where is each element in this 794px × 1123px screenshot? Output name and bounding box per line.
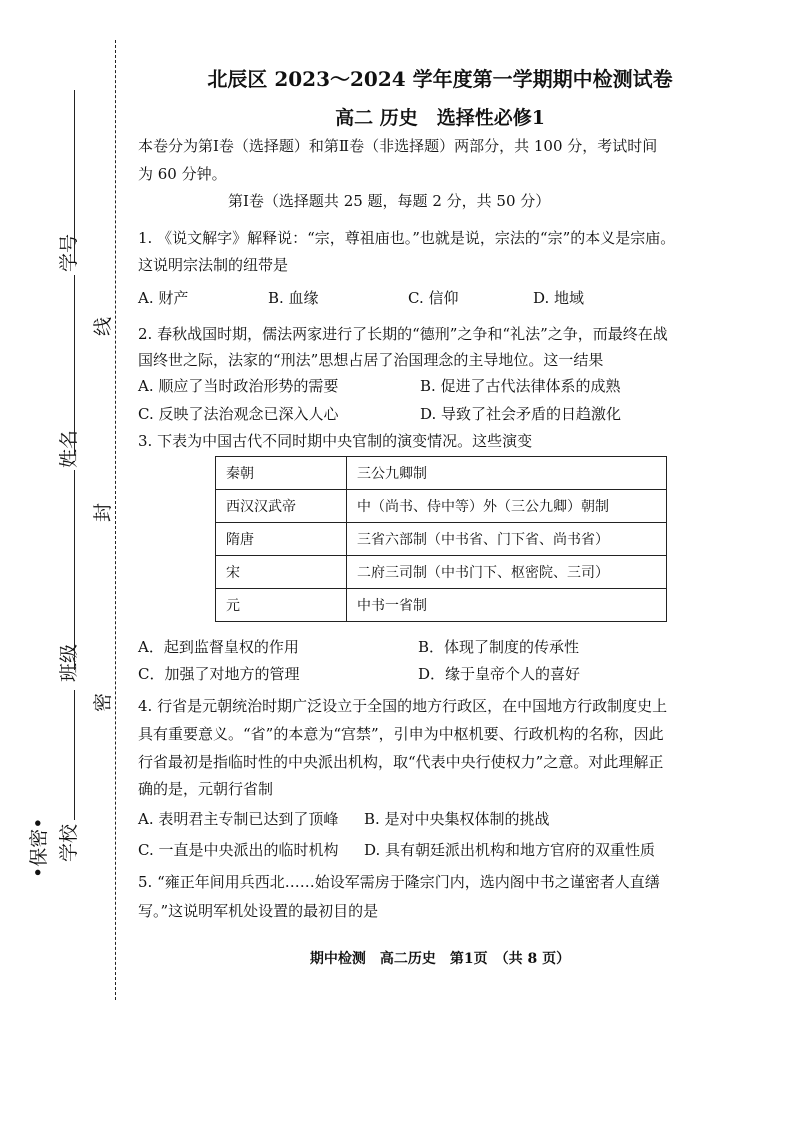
option: A. 顺应了当时政治形势的需要 bbox=[138, 377, 339, 395]
question-text: 3. 下表为中国古代不同时期中央官制的演变情况。这些演变 bbox=[138, 432, 533, 450]
question-text: 确的是，元朝行省制 bbox=[138, 780, 274, 798]
official-system-table bbox=[215, 456, 667, 622]
seal-mark-feng: 封 bbox=[92, 502, 114, 522]
option: B. 是对中央集权体制的挑战 bbox=[364, 810, 550, 828]
question-text: 这说明宗法制的纽带是 bbox=[138, 256, 289, 274]
question-text: 具有重要意义。“省”的本意为“宫禁”，引申为中枢机要、行政机构的名称，因此 bbox=[138, 725, 664, 743]
option: A．起到监督皇权的作用 bbox=[138, 638, 299, 656]
table-row bbox=[216, 523, 667, 556]
question-text: 国终世之际，法家的“刑法”思想占居了治国理念的主导地位。这一结果 bbox=[138, 351, 604, 369]
page-footer: 期中检测 高二历史 第1页 （共 8 页） bbox=[309, 951, 571, 967]
table-row bbox=[216, 556, 667, 589]
school-label: 学校 bbox=[58, 823, 80, 862]
table-cell: 宋 bbox=[216, 556, 347, 589]
seal-dashed-line bbox=[115, 40, 116, 1000]
table-cell: 秦朝 bbox=[216, 457, 347, 490]
class-field[interactable] bbox=[74, 470, 75, 670]
table-cell: 三公九卿制 bbox=[347, 457, 667, 490]
question-text: 写。”这说明军机处设置的最初目的是 bbox=[138, 902, 379, 920]
option: D. 地域 bbox=[533, 289, 585, 307]
question-text: 2. 春秋战国时期，儒法两家进行了长期的“德刑”之争和“礼法”之争，而最终在战 bbox=[138, 325, 668, 343]
table-cell: 元 bbox=[216, 589, 347, 622]
name-field[interactable] bbox=[74, 275, 75, 455]
option: B. 血缘 bbox=[268, 289, 319, 307]
option: C．加强了对地方的管理 bbox=[138, 665, 300, 683]
question-text: 4. 行省是元朝统治时期广泛设立于全国的地方行政区，在中国地方行政制度史上 bbox=[138, 697, 668, 715]
option: D. 导致了社会矛盾的日趋激化 bbox=[420, 405, 622, 423]
question-text: 1. 《说文解字》解释说：“宗，尊祖庙也。”也就是说，宗法的“宗”的本义是宗庙。 bbox=[138, 229, 676, 247]
exam-title: 北辰区 2023～2024 学年度第一学期期中检测试卷 bbox=[207, 67, 673, 91]
name-label: 姓名 bbox=[58, 429, 80, 468]
table-cell: 中（尚书、侍中等）外（三公九卿）朝制 bbox=[347, 490, 667, 523]
table-row bbox=[216, 490, 667, 523]
table-row bbox=[216, 589, 667, 622]
option: A. 财产 bbox=[138, 289, 189, 307]
section-heading: 第Ⅰ卷（选择题共 25 题，每题 2 分，共 50 分） bbox=[228, 192, 551, 210]
school-field[interactable] bbox=[74, 690, 75, 820]
table-cell: 中书一省制 bbox=[347, 589, 667, 622]
intro-line: 本卷分为第Ⅰ卷（选择题）和第Ⅱ卷（非选择题）两部分，共 100 分，考试时间 bbox=[138, 137, 658, 155]
question-text: 行省最初是指临时性的中央派出机构，取“代表中央行使权力”之意。对此理解正 bbox=[138, 753, 664, 771]
option: B．体现了制度的传承性 bbox=[418, 638, 580, 656]
option: D．缘于皇帝个人的喜好 bbox=[418, 665, 581, 683]
option: C. 信仰 bbox=[408, 289, 459, 307]
student-id-label: 学号 bbox=[58, 233, 80, 272]
class-label: 班级 bbox=[58, 643, 80, 682]
option: A. 表明君主专制已达到了顶峰 bbox=[138, 810, 339, 828]
option: C. 一直是中央派出的临时机构 bbox=[138, 841, 339, 859]
intro-line: 为 60 分钟。 bbox=[138, 165, 227, 183]
option: C. 反映了法治观念已深入人心 bbox=[138, 405, 339, 423]
exam-subtitle: 高二 历史 选择性必修1 bbox=[335, 107, 545, 129]
seal-mark-xian: 线 bbox=[92, 316, 114, 336]
confidential-label: •保密• bbox=[28, 817, 50, 878]
table-cell: 二府三司制（中书门下、枢密院、三司） bbox=[347, 556, 667, 589]
option: D. 具有朝廷派出机构和地方官府的双重性质 bbox=[364, 841, 656, 859]
table-cell: 三省六部制（中书省、门下省、尚书省） bbox=[347, 523, 667, 556]
table-cell: 隋唐 bbox=[216, 523, 347, 556]
seal-mark-mi: 密 bbox=[92, 692, 114, 712]
table-cell: 西汉汉武帝 bbox=[216, 490, 347, 523]
table-row bbox=[216, 457, 667, 490]
option: B. 促进了古代法律体系的成熟 bbox=[420, 377, 621, 395]
question-text: 5. “雍正年间用兵西北……始设军需房于隆宗门内，选内阁中书之谨密者人直缮 bbox=[138, 873, 660, 891]
